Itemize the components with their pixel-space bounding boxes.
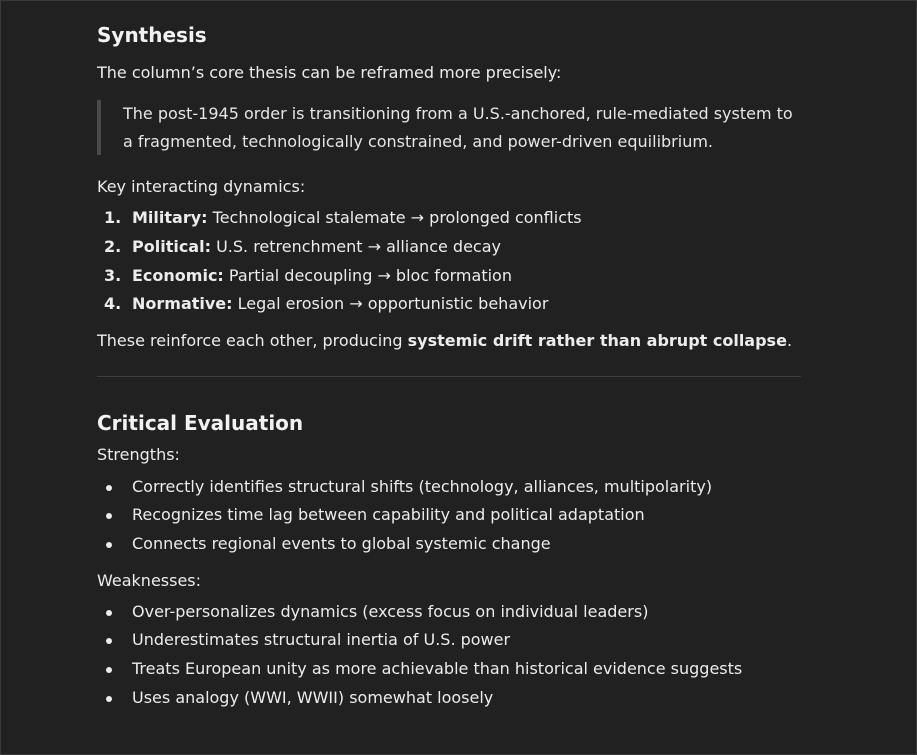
list-item [97, 626, 801, 655]
list-item [97, 530, 801, 559]
section-divider [97, 376, 801, 377]
dynamic-text: Legal erosion → opportunistic behavior [232, 294, 549, 314]
list-item [97, 684, 801, 713]
evaluation-heading: Critical Evaluation [97, 411, 304, 436]
message-content [97, 21, 801, 713]
weakness-text: Underestimates structural inertia of U.S. power [132, 630, 511, 650]
list-item [97, 473, 801, 502]
strength-text: Connects regional events to global systemic change [132, 533, 551, 553]
synthesis-intro: The column’s core thesis can be reframed more precisely: [97, 63, 562, 82]
list-item [97, 262, 801, 291]
dynamic-text: U.S. retrenchment → alliance decay [210, 237, 501, 257]
list-item [97, 233, 801, 262]
thesis-quote-text: The post-1945 order is transitioning from a U.S.-anchored, rule-mediated system to a fragmented, technologically constrained, and power-driven equilibrium. [123, 104, 793, 151]
weakness-text: Uses analogy (WWI, WWII) somewhat loosely [132, 687, 494, 707]
closing-bold: systemic drift rather than abrupt collapse [407, 331, 787, 351]
weaknesses-label: Weaknesses: [97, 570, 202, 590]
dynamic-term: Political: [132, 237, 211, 257]
list-item [97, 501, 801, 530]
weakness-text: Treats European unity as more achievable than historical evidence suggests [132, 659, 743, 679]
list-item [97, 204, 801, 233]
list-number: 3. [104, 265, 122, 285]
list-item [97, 598, 801, 627]
dynamic-term: Normative: [132, 294, 233, 314]
list-item [97, 290, 801, 319]
bullet-icon [106, 667, 112, 673]
strengths-list [97, 473, 801, 559]
closing-suffix: . [786, 331, 793, 351]
closing-prefix: These reinforce each other, producing [97, 331, 408, 351]
strengths-label: Strengths: [97, 445, 180, 465]
bullet-icon [106, 610, 112, 616]
strength-text: Correctly identifies structural shifts (technology, alliances, multipolarity) [132, 476, 713, 496]
bullet-icon [106, 513, 112, 519]
dynamics-list [97, 204, 801, 319]
list-item [97, 655, 801, 684]
dynamic-text: Partial decoupling → bloc formation [223, 265, 512, 285]
dynamics-label: Key interacting dynamics: [97, 177, 306, 197]
bullet-icon [106, 485, 112, 491]
dynamic-term: Military: [132, 208, 208, 228]
bullet-icon [106, 542, 112, 548]
weaknesses-list [97, 598, 801, 713]
weakness-text: Over-personalizes dynamics (excess focus on individual leaders) [132, 601, 649, 621]
bullet-icon [106, 638, 112, 644]
synthesis-heading: Synthesis [97, 23, 207, 47]
list-number: 1. [104, 208, 122, 228]
list-number: 2. [104, 237, 122, 257]
strength-text: Recognizes time lag between capability and political adaptation [132, 505, 645, 525]
synthesis-closing [97, 329, 801, 352]
thesis-quote [97, 100, 801, 155]
dynamic-term: Economic: [132, 265, 224, 285]
dynamic-text: Technological stalemate → prolonged conflicts [207, 208, 582, 228]
bullet-icon [106, 696, 112, 702]
list-number: 4. [104, 294, 122, 314]
